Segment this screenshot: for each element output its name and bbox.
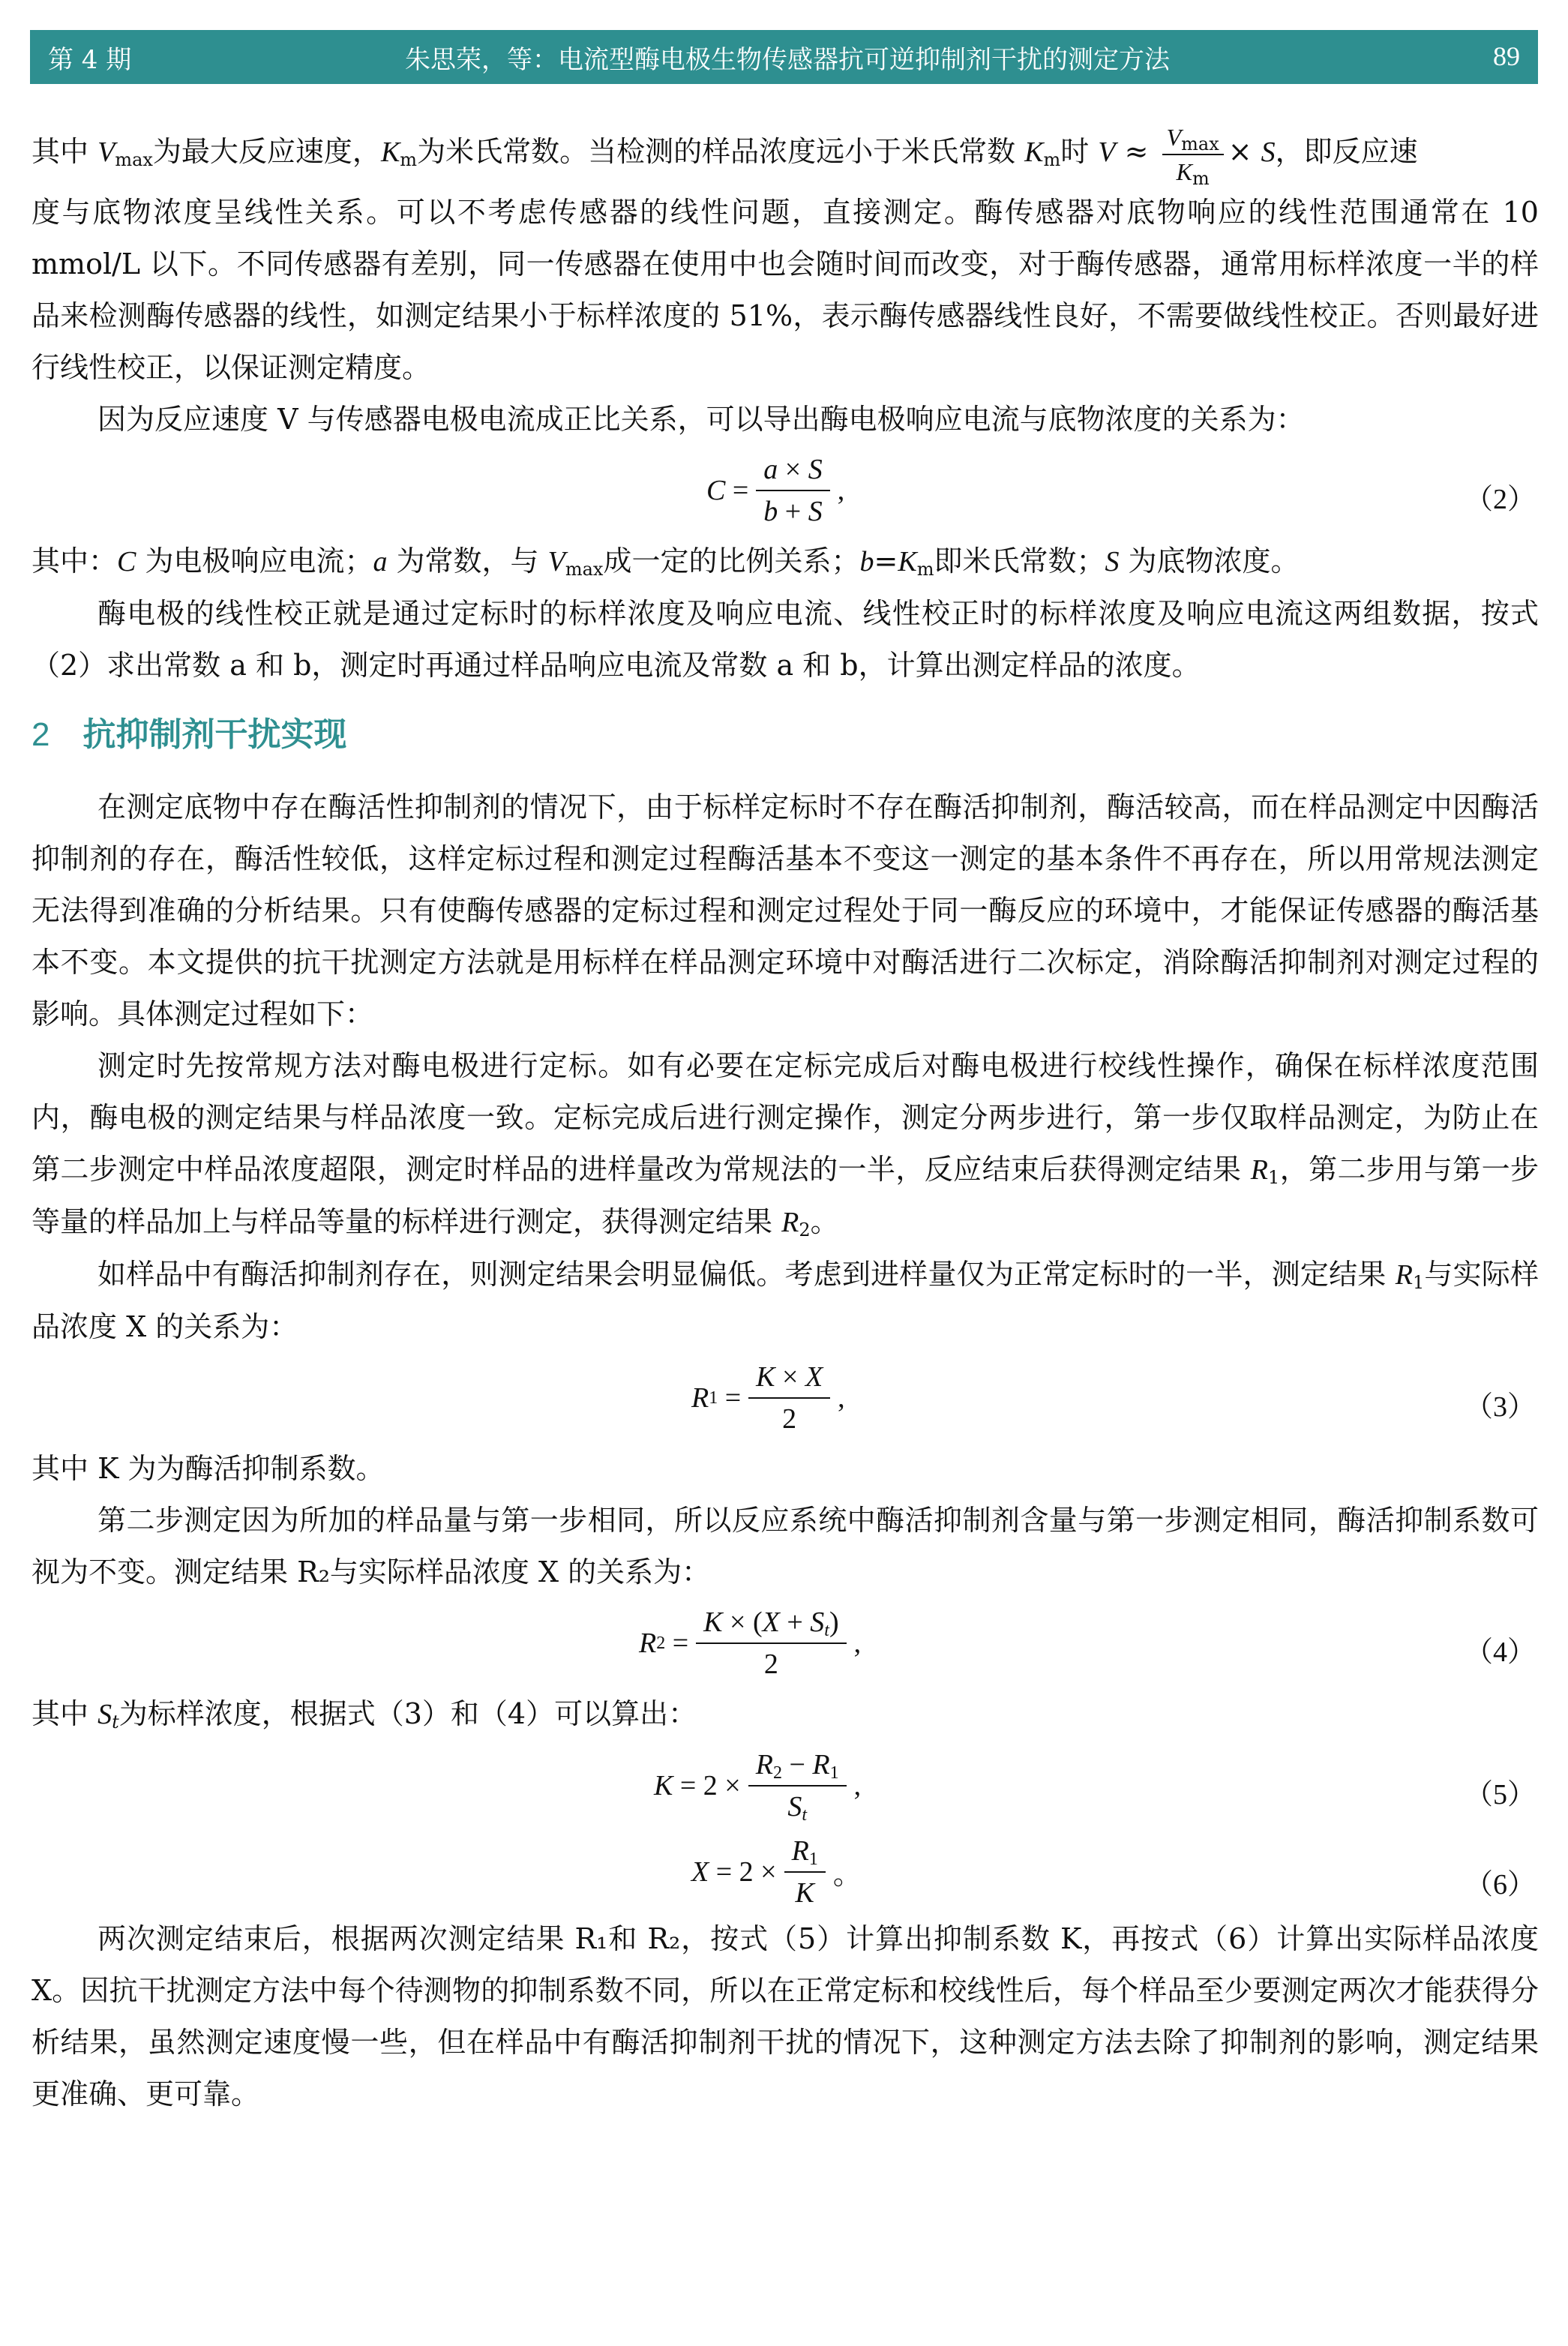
paragraph-linear-correction: 酶电极的线性校正就是通过定标时的标样浓度及响应电流、线性校正时的标样浓度及响应电流这两组数据，按式（2）求出常数 a 和 b，测定时再通过样品响应电流及常数 a 和 b，计算出测定样品的浓度。 [31,596,1539,682]
paragraph-conclusion: 两次测定结束后，根据两次测定结果 R₁和 R₂，按式（5）计算出抑制系数 K，再按式（6）计算出实际样品浓度 X。因抗干扰测定方法中每个待测物的抑制系数不同，所以在正常定标和校线性后，每个样品至少要测定两次才能获得分析结果，虽然测定速度慢一些，但在样品中有酶活抑制剂干扰的情况下，这种测定方法去除了抑制剂的影响，测定结果更准确、更可靠。 [31,1922,1539,2110]
paragraph-current-relation: 因为反应速度 V 与传感器电极电流成正比关系，可以导出酶电极响应电流与底物浓度的关系为： [97,402,1305,436]
paragraph-linearity: 度与底物浓度呈线性关系。可以不考虑传感器的线性问题，直接测定。酶传感器对底物响应的线性范围通常在 10 mmol/L 以下。不同传感器有差别，同一传感器在使用中也会随时间而改变，对于酶传感器，通常用标样浓度一半的样品来检测酶传感器的线性，如测定结果小于标样浓度的 51%，表示酶传感器线性良好，不需要做线性校正。否则最好进行线性校正，以保证测定精度。 [31,195,1539,384]
equation-4-label: （4） [1464,1636,1536,1668]
equation-6: X = 2 × $\frac{R_1}{K}$ 。 （6） [691,1834,1536,1909]
equation-3-label: （3） [1464,1390,1536,1423]
paragraph-second-step: 第二步测定因为所加的样品量与第一步相同，所以反应系统中酶活抑制剂含量与第一步测定相同，酶活抑制系数可视为不变。测定结果 R₂与实际样品浓度 X 的关系为： [31,1503,1539,1588]
equation-6-label: （6） [1464,1868,1536,1900]
issue-number: 第 4 期 [48,45,132,75]
section-number: 2 [31,716,50,753]
inline-fraction-vmax-km: $\frac{V_{max}}{K_m}$ [1162,122,1224,187]
paragraph-k-definition: 其中 K 为为酶活抑制系数。 [31,1451,385,1485]
paragraph-r1-relation: 如样品中有酶活抑制剂存在，则测定结果会明显偏低。考虑到进样量仅为正常定标时的一半，测定结果 $R_1$与实际样品浓度 X 的关系为： [31,1257,1539,1343]
equation-2: C = $\frac{a \times S}{b + S}$ , （2） [706,453,1536,527]
equation-5: K = 2 × $\frac{R_2 - R_1}{S_t}$ , （5） [654,1748,1536,1825]
section-heading [31,711,1539,759]
paragraph-symbol-definitions: 其中：C 为电极响应电流；a 为常数，与 $V_{max}$成一定的比例关系；$b=K_m$即米氏常数；S 为底物浓度。 [31,544,1300,580]
section-title: 抗抑制剂干扰实现 [82,715,347,754]
page-number: 89 [1493,41,1520,71]
article-body [31,120,1539,2120]
equation-4: R 2 = $\frac{K \times (X + S_t)}{2}$ , （4） [639,1606,1536,1680]
paragraph-procedure: 测定时先按常规方法对酶电极进行定标。如有必要在定标完成后对酶电极进行校线性操作，确保在标样浓度范围内，酶电极的测定结果与样品浓度一致。定标完成后进行测定操作，测定分两步进行，第一步仅取样品测定，为防止在第二步测定中样品浓度超限，测定时样品的进样量改为常规法的一半，反应结束后获得测定结果 $R_1$，第二步用与第一步等量的样品加上与样品等量的标样进行测定，获得测定结果 $R_2$。 [31,1048,1539,1240]
paragraph-inhibitor-background: 在测定底物中存在酶活性抑制剂的情况下，由于标样定标时不存在酶活抑制剂，酶活较高，而在样品测定中因酶活抑制剂的存在，酶活性较低，这样定标过程和测定过程酶活基本不变这一测定的基本条件不再存在，所以用常规法测定无法得到准确的分析结果。只有使酶传感器的定标过程和测定过程处于同一酶反应的环境中，才能保证传感器的酶活基本不变。本文提供的抗干扰测定方法就是用标样在样品测定环境中对酶活进行二次标定，消除酶活抑制剂对测定过程的影响。具体测定过程如下： [31,790,1539,1030]
paragraph-st-definition: 其中 $S_t$为标样浓度，根据式（3）和（4）可以算出： [31,1696,697,1732]
paragraph-km-definition: 其中 $V_{max}$为最大反应速度，$K_m$为米氏常数。当检测的样品浓度远小于米氏常数 $K_m$时 V ≈ $\frac{V_{max}}{K_m}$ × S，即反应速 [31,123,1418,189]
equation-3: R 1 = $\frac{K \times X}{2}$ , （3） [691,1360,1536,1435]
equation-5-label: （5） [1464,1778,1536,1810]
running-title: 朱思荣，等：电流型酶电极生物传感器抗可逆抑制剂干扰的测定方法 [405,45,1170,75]
equation-2-label: （2） [1464,483,1536,515]
running-header [30,30,1538,84]
